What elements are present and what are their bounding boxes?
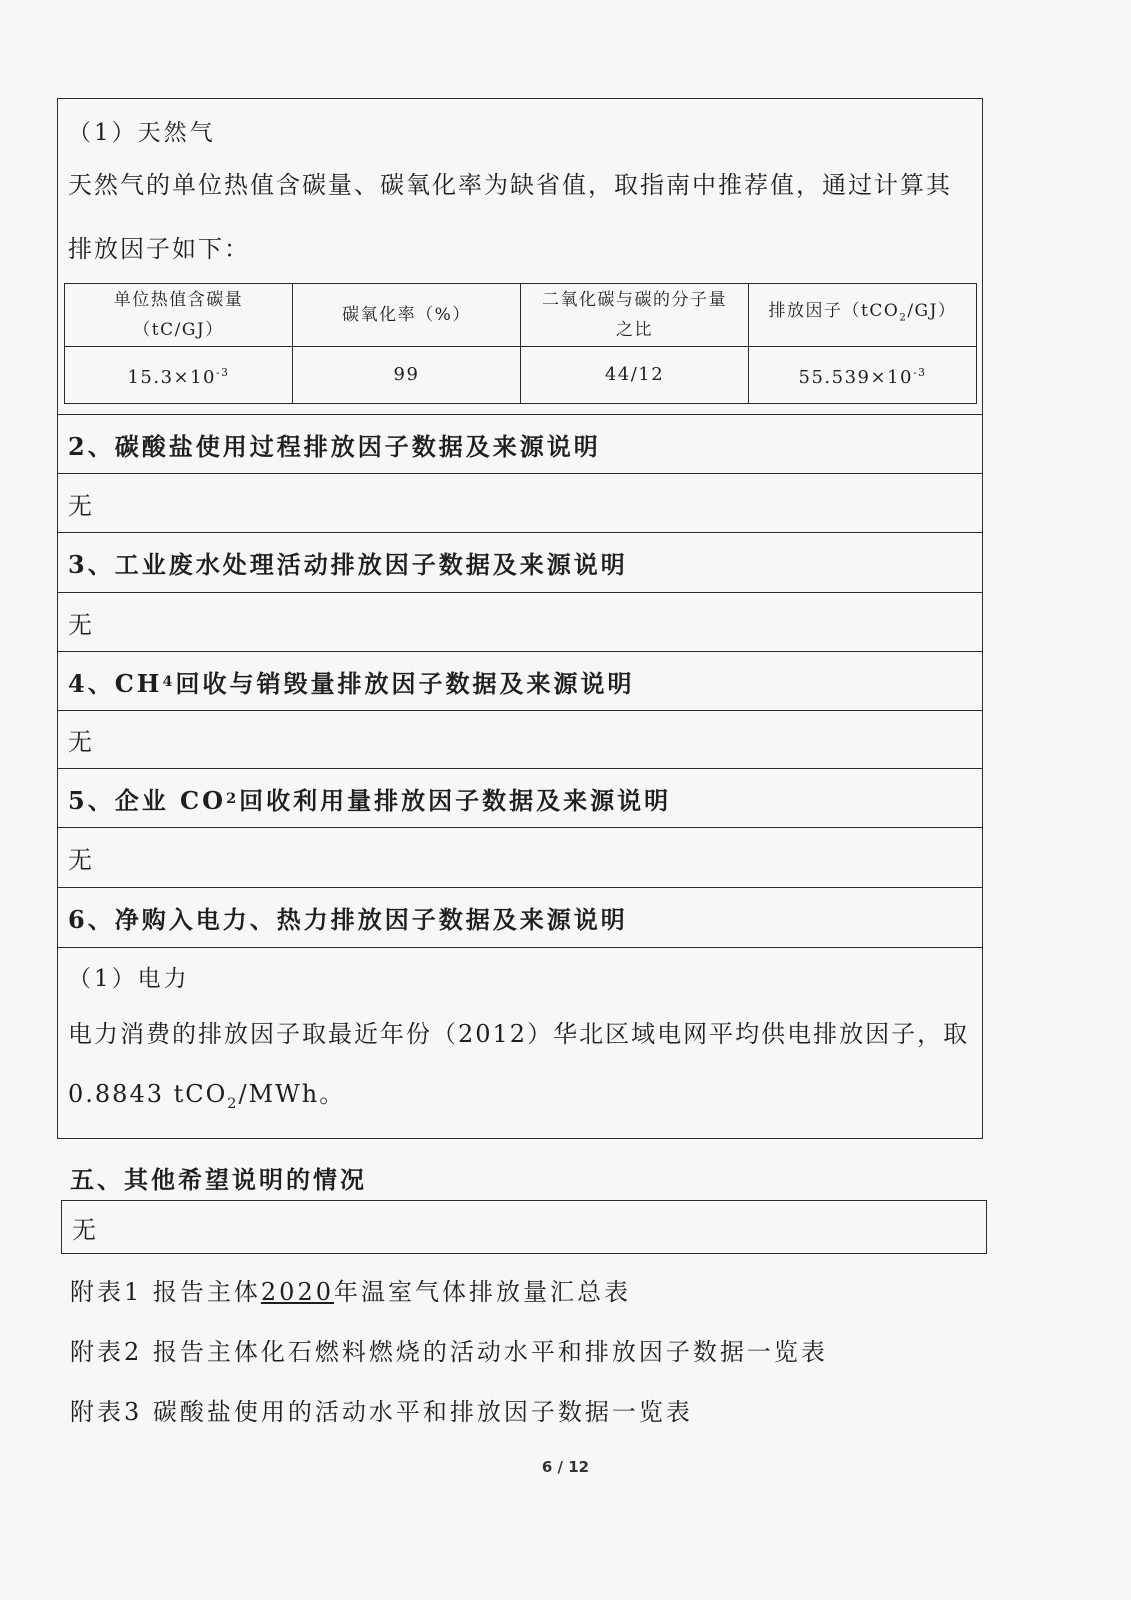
- value-molecular-ratio: 44/12: [521, 347, 749, 404]
- electricity-line1: 电力消费的排放因子取最近年份（2012）华北区域电网平均供电排放因子，取: [68, 1020, 970, 1048]
- electricity-line2-post: /MWh。: [238, 1080, 346, 1108]
- header-emission-factor-post: /GJ）: [907, 301, 957, 322]
- header-oxidation-rate: [293, 284, 521, 347]
- electricity-subtitle: （1）电力: [68, 966, 190, 992]
- electricity-line2: [68, 1070, 972, 1128]
- section-4-title-sub: 4: [162, 672, 176, 690]
- section-6-title: 6、净购入电力、热力排放因子数据及来源说明: [58, 888, 982, 948]
- section-4-title-pre: 4、CH: [68, 668, 163, 698]
- natural-gas-block: [58, 99, 982, 273]
- section-2-title: 2、碳酸盐使用过程排放因子数据及来源说明: [58, 415, 982, 474]
- header-oxidation-rate-label: 碳氧化率（%）: [342, 305, 471, 325]
- value-emission-factor-base: 55.539×10: [798, 366, 913, 388]
- header-molecular-ratio-line2: 之比: [616, 320, 653, 340]
- other-notes-heading: 五、其他希望说明的情况: [70, 1165, 367, 1194]
- appendix-2: 附表2 报告主体化石燃料燃烧的活动水平和排放因子数据一览表: [70, 1338, 828, 1366]
- appendix-1-post: 年温室气体排放量汇总表: [333, 1278, 631, 1306]
- factor-table-header-row: [65, 284, 977, 347]
- section-5-title-sub: 2: [226, 789, 240, 807]
- section-4-title: [58, 652, 982, 711]
- electricity-line2-pre: 0.8843 tCO: [68, 1080, 228, 1108]
- emission-factor-frame: [57, 98, 983, 1139]
- section-4-title-post: 回收与销毁量排放因子数据及来源说明: [175, 668, 635, 698]
- section-2-content: 无: [58, 474, 982, 533]
- electricity-block: [58, 948, 982, 1138]
- section-5-title-post: 回收利用量排放因子数据及来源说明: [239, 785, 672, 815]
- header-carbon-content: [65, 284, 293, 347]
- section-4-content: 无: [58, 711, 982, 769]
- value-carbon-content-base: 15.3×10: [127, 366, 217, 388]
- header-emission-factor-pre: 排放因子（tCO: [768, 301, 900, 322]
- appendix-1-pre: 附表1 报告主体: [70, 1278, 261, 1306]
- factor-table-value-row: [65, 347, 977, 404]
- value-carbon-content: [65, 347, 293, 404]
- appendix-1: [70, 1272, 631, 1307]
- natural-gas-subtitle: （1）天然气: [68, 120, 216, 146]
- other-notes-box: 无: [61, 1200, 987, 1254]
- value-emission-factor: [749, 347, 977, 404]
- electricity-line2-sub: 2: [227, 1095, 239, 1112]
- header-carbon-content-line2: （tC/GJ）: [133, 320, 224, 340]
- section-5-title-pre: 5、企业 CO: [68, 785, 227, 815]
- section-5-title: [58, 769, 982, 828]
- header-emission-factor-sub: 2: [899, 312, 908, 324]
- section-5-content: 无: [58, 828, 982, 888]
- appendix-1-year: 2020: [260, 1278, 334, 1306]
- page-number: 6 / 12: [541, 1458, 590, 1476]
- header-molecular-ratio: [521, 284, 749, 347]
- section-3-title: 3、工业废水处理活动排放因子数据及来源说明: [58, 533, 982, 593]
- header-emission-factor: [749, 284, 977, 347]
- header-molecular-ratio-line1: 二氧化碳与碳的分子量: [542, 290, 727, 310]
- natural-gas-paragraph-line1: 天然气的单位热值含碳量、碳氧化率为缺省值，取指南中推荐值，通过计算其: [68, 171, 952, 199]
- section-3-content: 无: [58, 593, 982, 652]
- appendix-3: 附表3 碳酸盐使用的活动水平和排放因子数据一览表: [70, 1398, 693, 1426]
- value-emission-factor-exp: -3: [912, 365, 927, 379]
- natural-gas-factor-table: [64, 283, 977, 404]
- header-carbon-content-line1: 单位热值含碳量: [113, 290, 244, 310]
- value-carbon-content-exp: -3: [216, 365, 230, 379]
- natural-gas-paragraph-line2: 排放因子如下：: [68, 235, 250, 263]
- value-oxidation-rate: 99: [293, 347, 521, 404]
